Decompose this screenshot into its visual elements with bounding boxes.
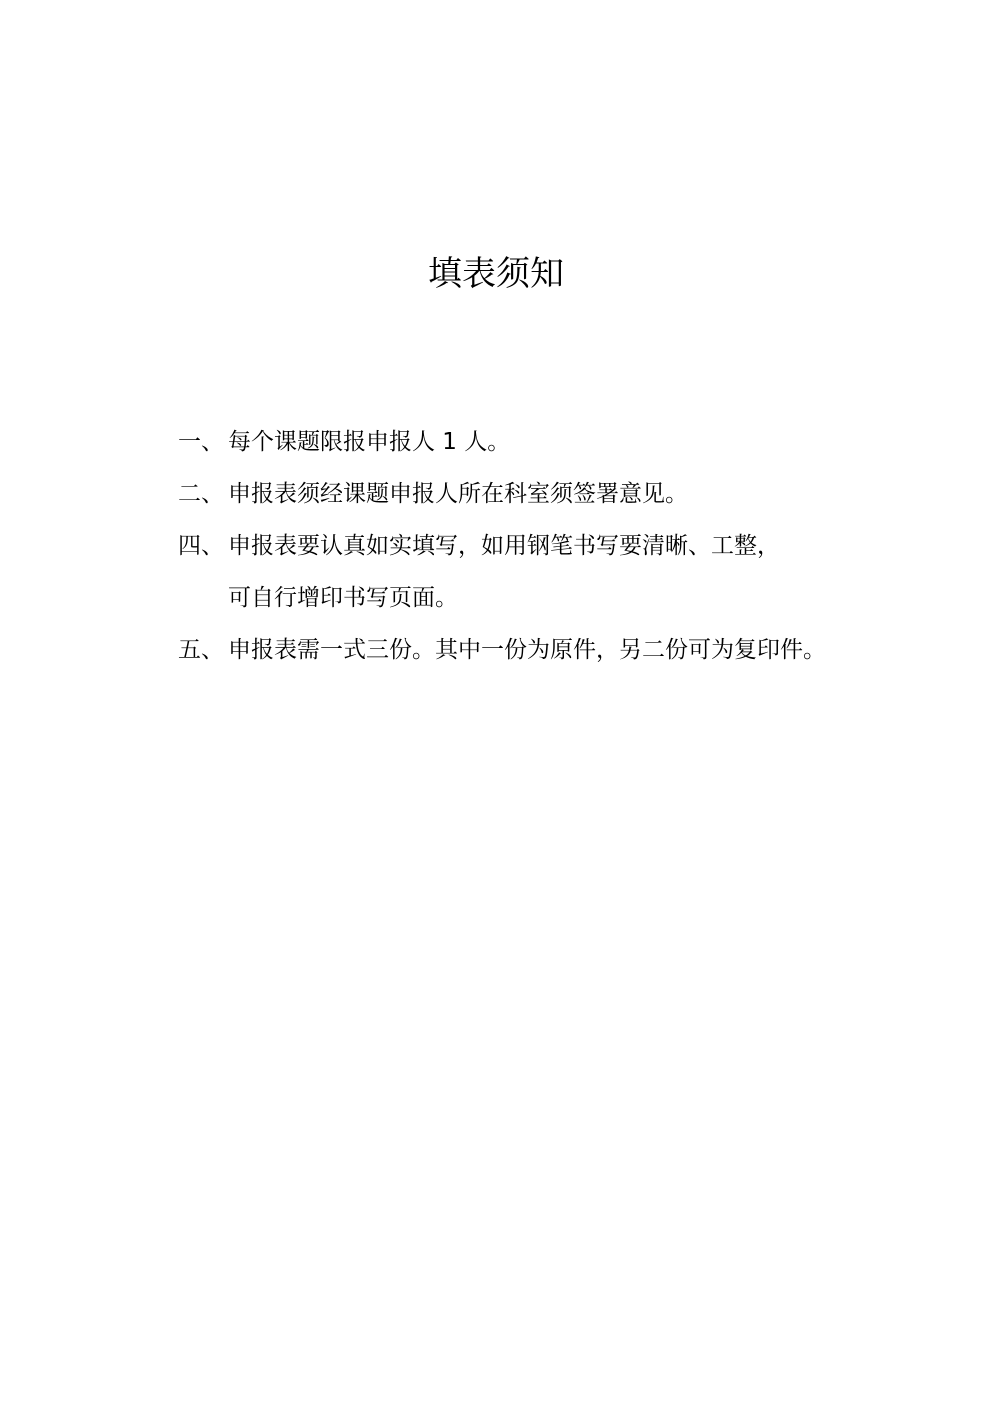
item-marker: 五、 <box>178 637 224 663</box>
item-text: 申报表需一式三份。其中一份为原件，另二份可为复印件。 <box>228 637 826 663</box>
item-marker: 一、 <box>178 429 224 455</box>
item-text: 每个课题限报申报人 1 人。 <box>228 429 511 455</box>
list-item <box>178 528 898 564</box>
item-marker: 四、 <box>178 533 224 559</box>
list-item <box>178 424 898 460</box>
item-text: 可自行增印书写页面。 <box>228 585 458 611</box>
instructions-list <box>178 424 898 684</box>
item-marker: 二、 <box>178 481 224 507</box>
list-item <box>178 476 898 512</box>
list-item-continuation <box>178 580 898 616</box>
item-text: 申报表要认真如实填写，如用钢笔书写要清晰、工整， <box>228 533 780 559</box>
list-item <box>178 632 898 668</box>
page-title: 填表须知 <box>428 254 564 294</box>
item-text: 申报表须经课题申报人所在科室须签署意见。 <box>228 481 688 507</box>
